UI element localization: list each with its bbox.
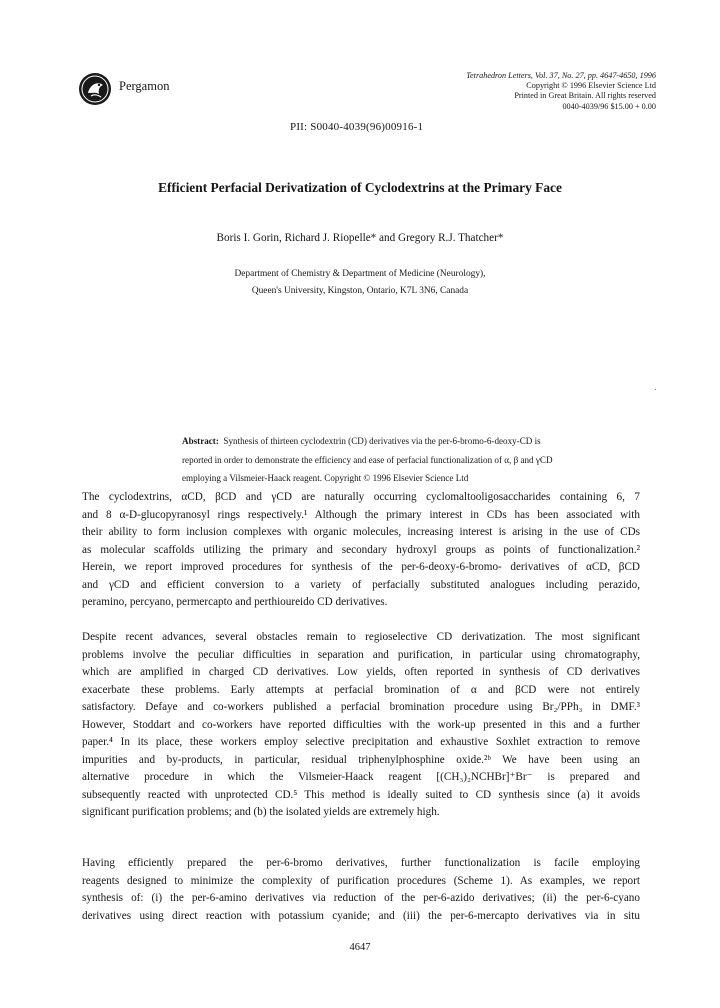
text-line: peramino, percyano, permercapto and perthioureido CD derivatives. [82, 596, 388, 608]
affiliation-line: Department of Chemistry & Department of Medicine (Neurology), [234, 269, 486, 279]
text-line: synthesis of: (i) the per-6-amino derivatives via reduction of the per-6-azido derivatives; (ii) the per-6-cyano [82, 892, 640, 904]
abstract-line: reported in order to demonstrate the efficiency and ease of perfacial functionalization of α, β and γCD [182, 454, 553, 465]
page-number: 4647 [349, 942, 371, 953]
abstract-line [182, 432, 562, 451]
text-line: which are amplified in charged CD derivatives. Low yields, often reported in synthesis of CD derivatives [82, 666, 640, 678]
text-line: subsequently reacted with unprotected CD.⁵ This method is ideally suited to CD synthesis since (a) it avoids [82, 788, 640, 801]
text-line: Herein, we report improved procedures for synthesis of the per-6-deoxy-6-bromo- derivatives of αCD, βCD [82, 561, 640, 573]
affiliation [0, 266, 720, 300]
text-line: impurities and by-products, in particular, residual triphenylphosphine oxide.²ᵇ We have been using an [82, 753, 640, 766]
text-line: exacerbate these problems. Early attempts at perfacial bromination of α and βCD were not entirely [82, 683, 640, 696]
text-line: paper.⁴ In its place, these workers employ selective precipitation and exhaustive Soxhlet extraction to remove [82, 736, 640, 748]
text-line: The cyclodextrins, αCD, βCD and γCD are naturally occurring cyclomaltooligosaccharides containing 6, 7 [82, 491, 640, 503]
text-line: as molecular scaffolds utilizing the primary and secondary hydroxyl groups as points of functionalization.² [82, 543, 640, 556]
body-paragraph-3 [82, 855, 640, 925]
text-line: their ability to form inclusion complexes with organic molecules, increasing interest is arising in the use of CDs [82, 526, 640, 538]
text-line: satisfactory. Defaye and co-workers published a perfacial bromination procedure using Br₂/PPh₃ in DMF.³ [82, 701, 640, 713]
citation-line: 0040-4039/96 $15.00 + 0.00 [562, 101, 656, 111]
text-line: and γCD and efficient conversion to a variety of perfacially substituted analogues including perazido, [82, 578, 640, 591]
text-line: alternative procedure in which the Vilsmeier-Haack reagent [(CH₃)₂NCHBr]⁺Br⁻ is prepared and [82, 771, 640, 783]
affiliation-line: Queen's University, Kingston, Ontario, K7L 3N6, Canada [251, 286, 469, 296]
text-line: However, Stoddart and co-workers have reported difficulties with the work-up presented in this and a further [82, 718, 640, 731]
abstract-label: Abstract: [182, 436, 219, 446]
citation-line: Printed in Great Britain. All rights reserved [514, 91, 656, 101]
citation-line: Tetrahedron Letters, Vol. 37, No. 27, pp. 4647-4650, 1996 [466, 71, 656, 80]
text-line: reagents designed to minimize the complexity of purification procedures (Scheme 1). As examples, we report [82, 874, 640, 887]
citation-block [356, 71, 656, 112]
abstract [182, 432, 562, 488]
body-paragraph-1 [82, 489, 640, 612]
article-title: Efficient Perfacial Derivatization of Cyclodextrins at the Primary Face [158, 180, 562, 195]
publisher-logo [78, 72, 112, 106]
scan-speck [655, 389, 656, 390]
citation-line: Copyright © 1996 Elsevier Science Ltd [526, 81, 656, 91]
abstract-text: Synthesis of thirteen cyclodextrin (CD) derivatives via the per-6-bromo-6-deoxy-CD is [223, 436, 541, 446]
body-paragraph-2 [82, 629, 640, 822]
text-line: problems involve the peculiar difficulties in separation and purification, in particular using chromatography, [82, 648, 640, 661]
publisher-name: Pergamon [119, 79, 170, 93]
pii-identifier: PII: S0040-4039(96)00916-1 [290, 121, 424, 133]
author-list: Boris I. Gorin, Richard J. Riopelle* and Gregory R.J. Thatcher* [216, 232, 504, 244]
text-line: Despite recent advances, several obstacles remain to regioselective CD derivatization. The most significant [82, 631, 640, 643]
text-line: and 8 α-D-glucopyranosyl rings respectively.¹ Although the primary interest in CDs has been associated with [82, 508, 640, 521]
text-line: derivatives using direct reaction with potassium cyanide; and (iii) the per-6-mercapto derivatives via in situ [82, 909, 640, 922]
abstract-line: employing a Vilsmeier-Haack reagent. Copyright © 1996 Elsevier Science Ltd [182, 473, 469, 483]
text-line: significant purification problems; and (b) the isolated yields are extremely high. [82, 806, 440, 818]
text-line: Having efficiently prepared the per-6-bromo derivatives, further functionalization is facile employing [82, 857, 640, 869]
